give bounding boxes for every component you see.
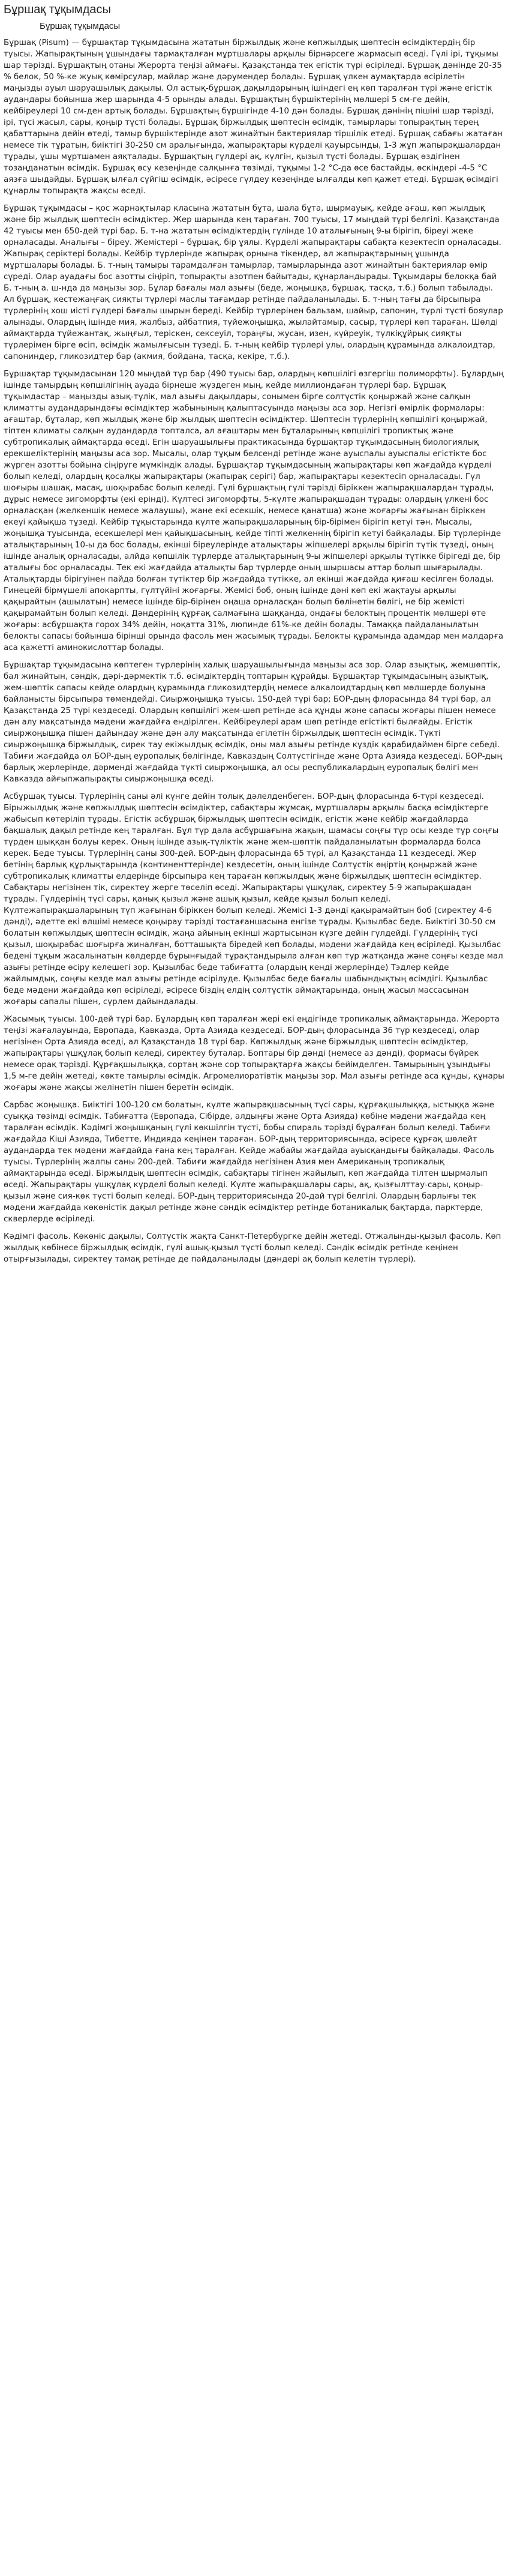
- paragraph-5: Асбұршақ туысы. Түрлерінің саны әлі күнге дейін толық дәлелденбеген. БОР-дың флорасында 6-түрі кездеседі. Бірыжылдық және көпжылдық шөптесін өсімдіктер, сабақтары жұмсақ, мұртшалары арқылы басқа өсімдіктерге жабысып көтеріліп тұрады. Егістік асбұршақ біржылдық шөптесін өсімдік, егістік және кейбір жағдайларда бақшалық дақыл ретінде кең таралған. Бұл түр дала асбұршағына жақын, шамасы соңғы түр осы кезде түр соңғы түрден шыққан болуы керек. Оның ішінде азық-түліктік және жем-шөптік пайдаланылатын формаларда болса керек. Беде туысы. Түрлерінің саны 300-дей. БОР-дың флорасында 65 түрі, ал Қазақстанда 11 кездеседі. Жер бетінің барлық құрлықтарында (континенттерінде) кездесетін, оның ішінде Солтүстік өңіртің қоңыржай және субтропикалық климатты елдерінде бірсыпыра кең тараған көпжылдық және біржылдық шөптесін өсімдіктер. Сабақтары негізінен тік, сиректеу жерге төселіп өседі. Жапырақтары үшқұлақ, сиректеу 5-9 жапырақшадан тұрады. Гүлдерінің түсі сары, қанық қызыл және ашық қызыл, кейде қызыл болып келеді. Күлтежапырақшаларының түп жағынан біріккен болып келеді. Жемісі 1-3 дәнді қақырамайтын боб (сиректеу 4-6 дәнді), әдетте екі өлшімі немесе қоңырау тәрізді тостағаншасына енгізе тұрады. Қызылбас беде. Биіктігі 30-50 см болатын көпжылдық шөптесін өсімдік, жаңа айының екінші жартысынан күзге дейін гүлдейді. Гүлдерінің түсі қызыл, шоқырабас шоғырға жиналған, ботташықта біредей көп болады, мәдени жағдайда кең өсіріледі. Қызылбас бедені тұқым жасалынатын көлдерде бұрынғыдай тұрақтандырыла алған көп түр жатқанда және соңғы кезде мал азығы ретінде өсіру келешегі зор. Қызылбас беде табиғатта (олардың кенді жерлерінде) Тэдлер кейде жайлымдық, соңғы кезде мал азығы ретінде өсірілуде. Қызылбас беде бағалы шабындықтың өсімдігі. Қызылбас беде мәдени жағдайда көп өсіріледі, әсіресе біздің елдің солтүстік аймақтарында, оның жасыл массасынан жоғары сапалы пішен, сүрлем дайындалады.: [4, 792, 503, 1007]
- paragraph-4: Бұршақтар тұқымдасына көптеген түрлерінің халық шаруашылығында маңызы аса зор. Олар азықтық, жемшөптік, бал жинайтын, сәндік, дәрі-дәрмектік т.б. өсімдіктердің топтарын құрайды. Бұршақтар тұқымдасының азықтық, жем-шөптік сапасы кейде олардың құрамында гликозидтердің немесе алкалоидтардың көп мөлшерде болуына байланысты бірсыпыра төмендейді. Сиыржоңышқа туысы. 150-дей түрі бар; БОР-дың флорасында 84 түрі бар, ал Қазақстанда 25 түрі кездеседі. Олардың көпшілігі жем-шөп ретінде аса құнды және сапасы жоғары пішен немесе дән алу мақсатында мәдени жағдайға ендірілген. Кейбіреулері арам шөп ретінде егістікті былғайды. Егістік сиыржоңышқа пішен дайындау және дән алу мақсатында егілетін біржылдық шөптесін өсімдік. Түкті сиыржоңышқа біржылдық, сирек тау екіжылдық өсімдік, оны мал азығы ретінде күздік қарабидаймен бірге себеді. Табиғи жағдайда ол БОР-дың еуропалық бөлігінде, Кавказдың Солтүстігінде және Орта Азияда кездеседі. БОР-дың барлық жерлерінде, дәрменді жағдайда түкті сиыржоңышқа, ал осы республикалардың еуропалық бөлігі мен Кавказда айғыпжапырақты сиыржоңышқа өседі.: [4, 660, 503, 784]
- section-subtitle: Бұршақ тұқымдасы: [40, 21, 121, 31]
- paragraph-6: Жасымық туысы. 100-дей түрі бар. Бұлардың көп таралған жері екі еңдігінде тропикалық аймақтарында. Жерорта теңізі жағалауында, Европада, Кавказда, Орта Азияда кездеседі. БОР-дың флорасында 36 түр кездеседі, олар негізінен Орта Азияда өседі, ал Қазақстанда 18 түрі бар. Көпжылдық және біржылдық шөптесін өсімдіктер, жапырақтары үшқұлақ болып келеді, сиректеу буталар. Боптары бір дәнді (немесе аз дәнді), формасы бүйрек немесе орақ тәрізді. Құрғақшылыққа, сортаң және сор топырақтарға жақсы бейімделген. Тамырының ұзындығы 1,5 м-ге дейін жетеді, көкте тамырлы өсімдік. Агромелиоратівтік маңызы зор. Мал азығы ретінде аса құнды, құнары жоғары және жақсы желінетін пішен беретін өсімдік.: [4, 1014, 504, 1092]
- paragraph-3: Бұршақтар тұқымдасынан 120 мыңдай түр бар (490 туысы бар, олардың көпшілігі өзгергіш полиморфты). Бұлардың ішінде тамырдың көпшілігінің ауада бірнеше жүздеген мың, кейде миллиондаған түрлері бар. Бұршақ тұқымдастар – маңызды азық-түлік, мал азығы дақылдары, сонымен бірге солтүстік қоңыржай және салқын климатты аудандарындағы өсімдіктер жабынының қалыптасуында маңызы аса зор. Негізгі өмірлік формалары: ағаштар, бұталар, көп жылдық және бір жылдық шөптесін өсімдіктер. Шөптесін түрлерінің көпшілігі қоңыржай, тіптен климаты салқын аудандарда топталса, ал ағаштары мен бұталарының көпшілігі тропиктық және субтропикалық аймақтарда өседі. Егін шаруашылығы практикасында бұршақтар тұқымдасының биологиялық ерекшеліктерінің маңызы аса зор. Мысалы, олар тұқым белсенді ретінде және ауыспалы ауыспалы егістікте бос жүрген азотты бойына сіңіруге мүмкіндік алады. Бұршақтар тұқымдасының жапырақтары көп жағдайда күрделі болып келеді, олардың қосалқы жапырақтары (жапырақ серігі) бар, жапырақтары кезектесіп орналасады. Гүл шоғыры шашақ, масақ, шоқырабас болып келеді. Гүлі бұршақтың гүлі тәрізді біріккен жапырақшалардан тұрады, дұрыс немесе зигоморфты (екі ерінді). Күлтесі зигоморфты, 5-күлте жапырақшадан тұрады: олардың үлкені бос орналасқан (желкеншік немесе жалаушы), жане екі есекшік, немесе қанатша) және жоғарғы жағынан біріккен екеуі қайықша тұзеді. Кейбір тұқыстарында күлте жапырақшаларының бір-бірімен бірігіп кетуі тән. Мысалы, жоңышқа туысында, есекшелері мен қайықшасының, кейде тіпті желкеннің бірігіп кетуі байқалады. Бір түрлерінде аталықтарының 10-ы да бос болады, екінші біреулерінде аталықтары жіпшелері арқылы бірігіп түтік түзеді, оның ішінде аналық орналасады, алйда көпшілік түрлерде аталықтарының 9-ы жіпшелері арқылы түтікке бірігеді де, бір аталығы бос орналасады. Тек екі жағдайда аталықты бар түрлерде оның шыршасы аттар болып шығарылады. Аталықтарды бірігуінен пайда болған түтіктер бір жағдайда түтікке, ал екінші жағдайда қиғаш кесілген болады. Гинецейі бірмүшелі апокарпты, гүлтүйіні жоғарғы. Жемісі боб, оның ішінде дәні көп екі жақтауы арқылы қақырайтын (ашылатын) немесе ішінде бір-бірінен оңаша орналасқан болып бөлінетін бөлігі, не бір жемісті қақырамайтын болып келеді. Дәндерінің құрғақ салмағына шаққанда, ондағы белоктың процентік мөлшері өте жоғары: асбұршақта горох 34% дейін, ноқатта 31%, люпинде 61%-ке дейін болады. Тамаққа пайдаланылатын белокты сапасы бойынша бірінші орында фасоль мен жасымық тұрады. Белокты құрамында адамдар мен малдарға аса қажетті аминокислоттар болады.: [4, 369, 504, 652]
- document-page: [0, 0, 508, 1275]
- paragraph-8: Кәдімгі фасоль. Көкөніс дақылы, Солтүстік жақта Санкт-Петербургке дейін жетеді. Отжалынды-қызыл фасоль. Көп жылдық көбінесе біржылдық өсімдік, гүлі ашық-қызыл түсті болып келеді. Сәндік өсімдік ретінде кеңінен отырғызылады, сиректеу тамақ ретінде де пайдаланылады (дәндері ақ болып келетін түрлері).: [4, 1232, 501, 1264]
- paragraph-7: Сарбас жоңышқа. Биіктігі 100-120 см болатын, күлте жапырақшасының түсі сары, құрғақшылыққа, ыстыққа және суыққа төзімді өсімдік. Табиғатта (Европада, Сібірде, алдыңғы және Орта Азияда) көбіне мәдени жағдайда кең таралған өсімдік. Кәдімгі жоңышқаның гүлі көкшілгін түсті, бобы спираль тәрізді бұралған болып келеді. Табиғи жағдайда Кіші Азияда, Тибетте, Индияда кеңінен тараған. БОР-дың территориясында, әсіресе құрғақ шөлейт аудандарда тек мәдени жағдайда ғана кең таралған. Кейде жабайы жағдайда ауысқандығы байқалады. Фасоль туысы. Түрлерінің жалпы саны 200-дей. Табиғи жағдайда негізінен Азия мен Американың тропикалық аймақтарында өседі. Біржылдық шөптесін өсімдік, сабақтары тігінен жайылып, көп жағдайда тілтен шырмалып өседі. Жапырақтары үшқұлақ күрделі болып келеді. Күлте жапырақшалары сары, ақ, қызғылттау-сары, қоңыр-қызыл және сия-көк түсті болып келеді. БОР-дың территориясында 20-дай түрі белгілі. Олардың барлығы тек мәдени жағдайда көкөністік дақыл ретінде және сәндік өсімдіктер ретінде ботаникалық бақтарда, парктерде, скверлерде өсіріледі.: [4, 1100, 494, 1224]
- page-title: Бұршақ тұқымдасы: [4, 3, 111, 16]
- paragraph-2: Бұршақ тұқымдасы – қос жарнақтылар класына жататын бұта, шала бұта, шырмауық, кейде ағаш, көп жылдық және бір жылдық шөптесін өсімдіктер. Жер шарында кең тараған. 700 туысы, 17 мыңдай түрі белгілі. Қазақстанда 42 туысы мен 650-дей түрі бар. Б. т-на жататын өсімдіктердің гүлінде 10 аталығының 9-ы бірігіп, біреуі жеке орналасады. Аналығы – біреу. Жемістері – бұршақ, бір ұялы. Күрделі жапырақтары сабақта кезектесіп орналасады. Жапырақ серіктері болады. Кейбір түрлерінде жапырақ орнына тікендер, ал жапырақтарының ұшында мұртшалары болады. Б. т-ның тамыры тарамдалған тамырлар, тамырларында азот жинайтын бактериялар өмір сүреді. Олар ауадағы бос азотты сіңіріп, топырақты азотпен байытады, құнарландырады. Тұқымдары белокқа бай Б. т-ның а. ш-нда да маңызы зор. Бұлар бағалы мал азығы (беде, жоңышқа, бұршақ, тасқа, т.б.) болып табылады. Ал бұршақ, кестежаңғақ сияқты түрлері маслы тағамдар ретінде пайдаланылады. Б. т-ның тағы да бірсыпыра түрлерінің хош иісті гүлдері бағалы шырын береді. Кейбір түрлерінен бальзам, шайыр, сапонин, түрлі түсті бояулар алынады. Олардың ішінде мия, жалбыз, айбатпия, түйежоңышқа, жылайтамыр, сасыр, түрлері көп тараған. Шөлді аймақтарда түйежантақ, жыңғыл, теріскен, сексеуіл, тораңғы, жусан, изен, күйреуік, түлкіқұйрық сияқты түрлерімен бірге өсіп, өсімдік жамылғысын түзеді. Б. т-ның кейбір түрлері улы, олардың құрамында алкалоидтар, сапониндер, гликозидтер бар (акмия, бойдана, тасқа, кекіре, т.б.).: [4, 203, 503, 361]
- paragraph-1: Бұршақ (Pisum) — бұршақтар тұқымдасына жататын біржылдық және көпжылдық шөптесін өсімдіктердің бір туысы. Жапырақтының ұшындағы тармақталған мұртшалары арқылы бірнәрсеге жармасып өседі. Гүлі ірі, тұқымы шар тәрізді. Бұршақтың отаны Жерорта теңізі аймағы. Қазақстанда тек егістік түрі өсіріледі. Бұршақ дәнінде 20-35 % белок, 50 %-ке жуық көмірсулар, майлар және дәрумендер болады. Бұршақ үлкен аумақтарда өсірілетін маңызды ауыл шаруашылық дақылы. Ол астық-бұршақ дақылдарының ішіндегі ең көп таралған түрі және егістік аудандары бойынша жер шарында 4-5 орынды алады. Бұршақтың бүршіктерінің мөлшері 5 см-ге дейін, кейбіреулері 10 см-ден артық болады. Бұршақтың бүршігінде 4-10 дән болады. Бұршақ дәнінің пішіні шар тәрізді, ірі, түсі жасыл, сары, қоңыр түсті болады. Бұршақ біржылдық шөптесін өсімдік, тамырлары топырақтың терең қабаттарына дейін өтеді, тамыр бүршіктерінде азот жинайтын бактериялар тіршілік етеді. Бұршақ сабағы жатаған немесе тік тұратын, биіктігі 30-250 см аралығында, жапырақтары күрделі қауырсынды, 1-3 жұп жапырақшалардан тұрады, ұшы мұртшамен аяқталады. Бұршақтың гүлдері ақ, күлгін, қызыл түсті болады. Бұршақ өздігінен тозаңданатын өсімдік. Бұршақ өсу кезеңінде салқынға төзімді, тұқымы 1-2 °C-да өсе бастайды, өскіндері -4-5 °C аязға шыдайды. Бұршақ ылғал сүйгіш өсімдік, әсіресе гүлдеу кезеңінде ылғалды көп қажет етеді. Бұршақ өсімдігі құнарлы топырақта жақсы өседі.: [4, 38, 503, 196]
